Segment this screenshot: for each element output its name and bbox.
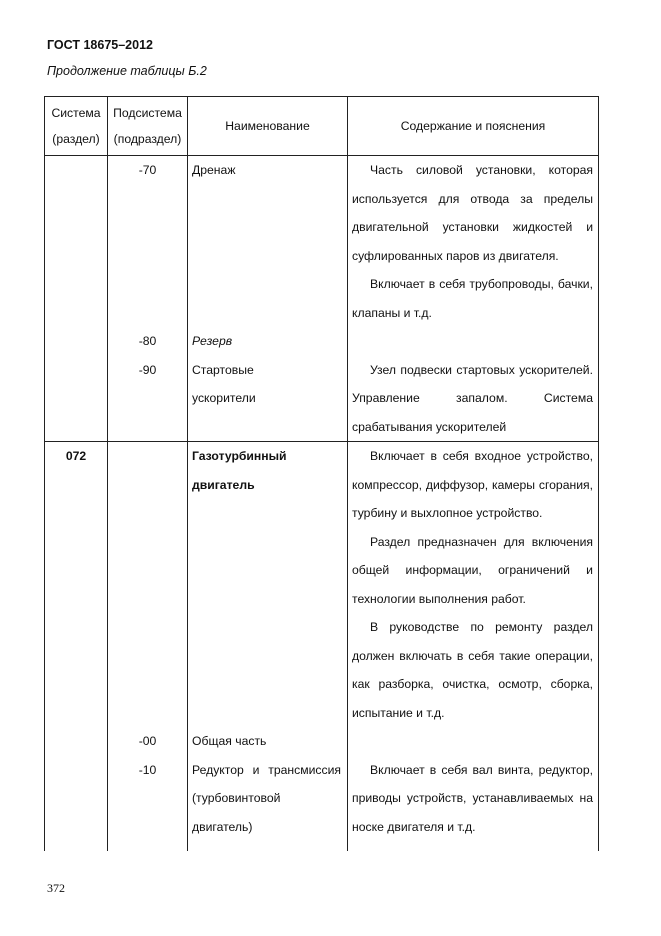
document-code: ГОСТ 18675–2012 <box>47 38 153 52</box>
column-header-system <box>45 97 108 156</box>
cell-content <box>348 156 599 328</box>
cell-subsystem: -00 <box>108 727 188 756</box>
cell-filler <box>188 841 348 851</box>
table-caption: Продолжение таблицы Б.2 <box>47 64 207 78</box>
cell-filler <box>45 841 108 851</box>
cell-name: Стартовые ускорители <box>188 356 348 442</box>
cell-name: Редуктор и трансмиссия (турбовинтовой двигатель) <box>188 756 348 842</box>
cell-content <box>348 727 599 756</box>
cell-name: Резерв <box>188 327 348 356</box>
column-header-subsystem <box>108 97 188 156</box>
table-header-row <box>45 97 599 156</box>
cell-subsystem: -90 <box>108 356 188 442</box>
table-row <box>45 356 599 442</box>
cell-system <box>45 727 108 756</box>
cell-system <box>45 327 108 356</box>
column-header-subsystem-line1: Подсистема <box>113 106 182 120</box>
table-row <box>45 156 599 328</box>
cell-subsystem: -70 <box>108 156 188 328</box>
column-header-subsystem-line2: (подраздел) <box>113 132 182 146</box>
cell-subsystem: -80 <box>108 327 188 356</box>
cell-system <box>45 756 108 842</box>
content-paragraph: В руководстве по ремонту раздел должен включать в себя такие операции, как разборка, очистка, осмотр, сборка, испытание и т.д. <box>352 620 593 720</box>
column-header-content: Содержание и пояснения <box>348 97 599 156</box>
cell-system: 072 <box>45 442 108 728</box>
table-row <box>45 442 599 728</box>
table-row <box>45 727 599 756</box>
column-header-system-line1: Система <box>51 106 101 120</box>
table-row <box>45 327 599 356</box>
content-paragraph: Включает в себя трубопроводы, бачки, клапаны и т.д. <box>352 277 593 320</box>
cell-content <box>348 327 599 356</box>
cell-filler <box>108 841 188 851</box>
cell-subsystem <box>108 442 188 728</box>
cell-system <box>45 356 108 442</box>
content-paragraph: Раздел предназначен для включения общей информации, ограничений и технологии выполнения работ. <box>352 534 593 606</box>
cell-content <box>348 756 599 842</box>
cell-subsystem: -10 <box>108 756 188 842</box>
cell-name: Общая часть <box>188 727 348 756</box>
cell-system <box>45 156 108 328</box>
page-number: 372 <box>47 881 65 895</box>
cell-content <box>348 356 599 442</box>
cell-name: Дренаж <box>188 156 348 328</box>
cell-filler <box>348 841 599 851</box>
content-paragraph: Включает в себя входное устройство, компрессор, диффузор, камеры сгорания, турбину и выхлопное устройство. <box>352 449 593 520</box>
content-paragraph: Узел подвески стартовых ускорителей. Управление запалом. Система срабатывания ускорителей <box>352 362 593 434</box>
content-paragraph: Часть силовой установки, которая используется для отвода за пределы двигательной установки жидкостей и суфлированных паров из двигателя. <box>352 163 593 263</box>
cell-content <box>348 442 599 728</box>
classification-table <box>44 96 599 851</box>
table-row <box>45 756 599 842</box>
column-header-system-line2: (раздел) <box>52 132 100 146</box>
column-header-name: Наименование <box>188 97 348 156</box>
content-paragraph: Включает в себя вал винта, редуктор, приводы устройств, устанавливаемых на носке двигателя и т.д. <box>352 762 593 834</box>
table-continuation <box>45 841 599 851</box>
cell-name: Газотурбинный двигатель <box>188 442 348 728</box>
